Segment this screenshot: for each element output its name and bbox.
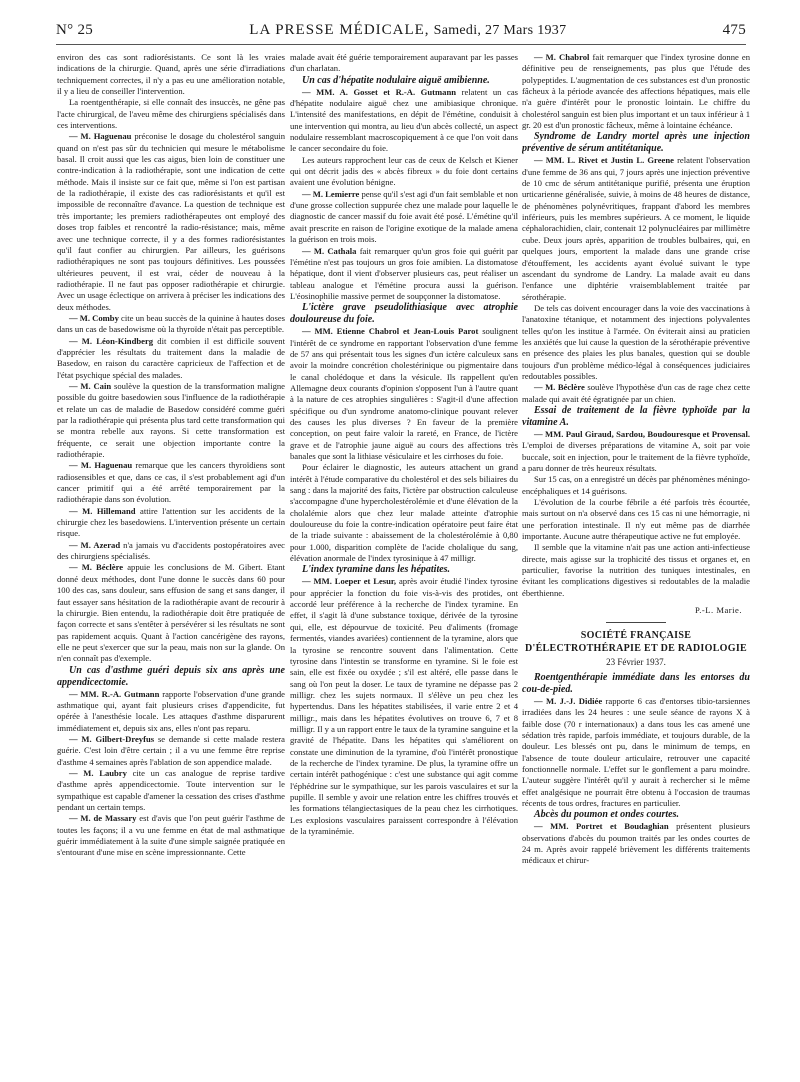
- paragraph: [57, 460, 285, 505]
- speaker-name: — M. Comby: [69, 312, 119, 323]
- paragraph: La roentgenthérapie, si elle connaît des insuccès, ne gêne pas l'acte chirurgical, de l'aveu même des chirurgiens spécialisés dans ces interventions.: [57, 97, 285, 131]
- paragraph: [57, 381, 285, 460]
- speaker-name: — MM. Portret et Boudaghian: [534, 821, 669, 832]
- paragraph: Sur 15 cas, on a enregistré un décès par phénomènes méningo-encéphaliques et 14 guérisons.: [522, 474, 750, 496]
- paragraph: [522, 429, 750, 474]
- page-header: [56, 22, 746, 45]
- paragraph: [57, 768, 285, 813]
- column-1: [57, 52, 285, 1062]
- paragraph-text: cite un beau succès de la quinine à hautes doses dans un cas de basedowisme où la thyroïde n'était pas perceptible.: [57, 312, 285, 335]
- paragraph: [522, 155, 750, 302]
- paragraph: Il semble que la vitamine n'ait pas une action anti-infectieuse directe, mais agisse sur la trophicité des tissus et organes et, en particulier, favorise la nutrition des tuniques intestinales, en évitant les complications digestives si redoutables de la maladie éberthienne.: [522, 542, 750, 598]
- paragraph: Les auteurs rapprochent leur cas de ceux de Kelsch et Kiener qui ont décrit jadis des « abcès fibreux » du foie dont certains avaient une évolution bénigne.: [290, 154, 518, 188]
- paragraph: [57, 689, 285, 734]
- speaker-name: — M. J.-J. Didiée: [534, 695, 603, 706]
- paragraph: [290, 326, 518, 462]
- paragraph-text: soulève l'hypothèse d'un cas de rage chez cette malade qui avait été égratignée par un chien.: [522, 382, 750, 404]
- section-divider: [606, 622, 666, 623]
- newspaper-title: LA PRESSE MÉDICALE,: [249, 22, 430, 38]
- paragraph: [57, 131, 285, 313]
- page-number: 475: [722, 22, 746, 38]
- paragraph: [57, 562, 285, 664]
- paragraph-text: soulignent l'intérêt de ce syndrome en rapportant l'observation d'une femme de 57 ans qui présentait tous les signes d'un ictère calculeux sans avoir la moindre concrétion cholestérinique ou pigmentaire dans le canal cholédoque et dans la vésicule. Ils rappellent qu'en Allemagne deux courants d'opinion s'opposent l'un à l'autre quant à la nature de ces atrophies singulières : S'agit-il d'une affection spécifique ou d'un syndrome anatomo-clinique pouvant relever des causes les plus diverses ? En faveur de la première conception, on peut faire valoir la rareté, en France, de l'ictère grave et de l'atrophie jaune aiguë au cours des affections très banales que sont la lithiase vésiculaire et les cirrhoses du foie.: [290, 326, 518, 461]
- speaker-name: — MM. Loeper et Lesur,: [302, 576, 397, 587]
- paragraph: malade avait été guérie temporairement auparavant par les passes d'un charlatan.: [290, 52, 518, 74]
- speaker-name: — M. Cain: [69, 380, 112, 391]
- paragraph-text: n'a jamais vu d'accidents postopératoires avec des chirurgiens spécialisés.: [57, 539, 285, 562]
- paragraph: Pour éclairer le diagnostic, les auteurs attachent un grand intérêt à l'étude comparative du cholestérol et des sels biliaires du sang : dans la majorité des faits, l'ictère par obstruction calculeuse s'accompagne d'une hypercholestérolémie et d'une élévation de la cholalémie alors que chez leur malade atteinte d'atrophie douloureuse du foie la contre-indication opératoire peut faire état de la triade suivante : abaissement de la cholestérolémie à 0,80 pour 1.000, disparition complète de l'acide cholalique du sang, élévation anormale de l'index tyrosinique à 47 milligr.: [290, 462, 518, 564]
- paragraph-text: pense qu'il s'est agi d'un fait semblable et non d'une grosse collection suppurée chez une malade pour laquelle le diagnostic de cancer massif du foie avait été posé. L'émétine qu'il avait prescrite en raison de l'origine exotique de la malade amena la guérison en trois mois.: [290, 188, 518, 245]
- speaker-name: — MM. R.-A. Gutmann: [69, 688, 160, 699]
- paragraph-text: préconise le dosage du cholestérol sanguin quand on n'est pas sûr du technicien qui mesure le métabolisme basal. Il croit aussi que les cas aigus, bien loin de constituer une contre-indication à la radiothérapie, sont une indication de cette méthode. Mais il insiste sur ce fait que, même si l'on est partisan de la radiothérapie, il existe des cas radiorésistants et qu'il est impossible de reconnaître d'avance. La question de technique est très importante; les premiers radiothérapeutes ont employé des doses trop faibles et rencontré la radio-résistance; mais, même avec une technique correcte, il y a des formes radiorésistantes qu'il faut confier au chirurgien. Par ailleurs, les guérisons radiothérapiques ne sont pas toujours définitives. Les poussées ultérieures peuvent, il est vrai, céder de nouveau à la radiothérapie. Il ne faut pas opposer radiothérapie et chirurgie. Avec un usage éclectique on arrivera à préciser les indications des deux méthodes.: [57, 131, 285, 312]
- issue-date: Samedi, 27 Mars 1937: [433, 23, 567, 38]
- paragraph-text: se demande si cette malade restera guérie. C'est loin d'être certain ; il a vu une femme être reprise d'asthme 4 semaines après l'ablation de son appendice malade.: [57, 733, 285, 767]
- paragraph: [290, 189, 518, 246]
- paragraph: [290, 246, 518, 303]
- speaker-name: — MM. L. Rivet et Justin L. Greene: [534, 155, 674, 166]
- speaker-name: — M. Haguenau: [69, 131, 132, 142]
- speaker-name: — M. Azerad: [69, 539, 121, 550]
- paragraph: [57, 540, 285, 563]
- paragraph: [522, 382, 750, 405]
- paragraph-text: rapporte l'observation d'une grande asthmatique qui, ayant fait plusieurs crises d'appendicite, fut opérée à l'anesthésie locale. Les attaques d'asthme disparurent immédiatement et, depuis six ans, elles n'ont pas reparu.: [57, 688, 285, 733]
- speaker-name: — M. Hillemand: [69, 505, 136, 516]
- paragraph: [522, 696, 750, 809]
- speaker-name: — M. Léon-Kindberg: [69, 335, 154, 346]
- paragraph-text: relatent l'observation d'une femme de 36 ans qui, 7 jours après une injection préventive de 10 cmc de sérum antitétanique purifié, présenta une éruption urticarienne généralisée, suivie, à moins de 48 heures de distance, de phénomènes polynévritiques, frappant d'abord les membres inférieurs, puis les membres supérieurs. A ce moment, le liquide céphalorachidien, clair, contenait 12 polynucléaires par millimètre cube. Deux jours après, apparition de troubles bulbaires, qui, en quelques jours, emportent la malade dans une grande crise d'étouffement, les accidents ayant évolué suivant le type ascendant du syndrome de Landry. La malade avait eu dans l'enfance une diphtérie vraisemblablement traitée par sérothérapie.: [522, 155, 750, 302]
- column-3: [522, 52, 750, 1062]
- speaker-name: — M. Haguenau: [69, 460, 133, 471]
- speaker-name: — MM. Paul Giraud, Sardou, Boudouresque et Provensal.: [534, 428, 750, 439]
- section-heading: L'index tyramine dans les hépatites.: [302, 564, 451, 576]
- speaker-name: — M. Lemierre: [302, 188, 360, 199]
- paragraph-text: soulève la question de la transformation maligne possible du goitre basedowien sous l'influence de la radiothérapie et relate un cas de maladie de Basedow considéré comme guéri par la radiothérapie qui présenta plus tard cette transformation qui se montra rebelle aux rayons. Si cette transformation est fréquente, ce serait une objection importante contre la radiothérapie.: [57, 380, 285, 460]
- paragraph-text: fait remarquer qu'un gros foie qui guérit par l'émétine n'est pas toujours un gros foie amibien. La distomatose hépatique, dont il vient d'observer plusieurs cas, peut réaliser un tableau analogue et l'émétine procura aussi la guérison. L'éosinophilie massive permet de soupçonner la distomatose.: [290, 245, 518, 301]
- paragraph-text: après avoir étudié l'index tyrosine pour apprécier la fonction du foie vis-à-vis des protides, ont accordé leur préférence à la recherche de l'index tyramine. En effet, il s'agit là d'une substance toxique, dérivée de la tyrosine qui, elle, est dépourvue de toxicité. Peu d'aliments (fromage fermentés, viandes avariées) contiennent de la tyramine, alors que la tyrosine se rencontre souvent dans l'alimentation. Cette tyrosine dans l'intestin se transforme en tyramine. Si le foie est sain, elle est fixée ou oxydée ; s'il est altéré, elle passe dans le sang où l'on peut la doser. Le taux de tyramine ne dépasse pas 2 milligr. chez les sujets normaux. Il s'élève un peu chez les hypertendus. Dans les hépatites stabilisées, il varie entre 2 et 4 milligr., mais dans les hépatites évolutives on trouve 6, 7 et 8 milligr. Il y a un rapport entre le taux de la tyramine sanguine et la gravité de l'hépatite. Dans les hépatites qui s'améliorent on constate une diminution de la tyramine, d'où l'intérêt pronostique de la recherche de l'index tyramine. De plus, la tyramine offre un certain intérêt pathogénique : c'est une substance qui agit comme l'éphédrine sur le sympathique, sur les parois vasculaires et sur la pupille. Il semble y avoir une relation entre les chiffres trouvés et les formations télangiectasiques de la peau chez les cirrhotiques. Les explosions vasculaires paraissent correspondre à l'élévation de la tyraminémie.: [290, 576, 518, 836]
- paragraph-text: relatent un cas d'hépatite nodulaire aiguë chez une amibiasique chronique. L'intensité des manifestations, en dépit de l'émétine, conduisit à une intervention qui montra, au lieu d'un abcès collecté, un aspect nodulaire ressemblant macroscopiquement à ce que l'on voit dans le cancer secondaire du foie.: [290, 86, 518, 154]
- author-signature: P.-L. Marie.: [694, 605, 742, 616]
- speaker-name: — MM. Etienne Chabrol et Jean-Louis Parot: [302, 326, 479, 337]
- paragraph-text: appuie les conclusions de M. Gibert. Etant donné deux méthodes, dont l'une donne le succès dans 60 pour 100 des cas, sans douleur, sans effusion de sang et sans danger, il faut essayer sans hésitation de la radiothérapie avant de recourir à la chirurgie. Bien entendu, la radiothérapie doit être pratiquée de façon correcte et sans s'entêter à persévérer si les résultats ne sont pas rapidement acquis. Quant à l'action cancérigène des rayons, elle ne peut s'exercer que sur la peau, mais non sur la glande. On n'en connaît pas d'exemple.: [57, 562, 285, 664]
- speaker-name: — M. Béclère: [69, 562, 124, 573]
- column-2: [290, 52, 518, 1062]
- paragraph: [290, 576, 518, 837]
- speaker-name: — M. Laubry: [69, 767, 127, 778]
- paragraph: environ des cas sont radiorésistants. Ce sont là les vraies indications de la chirurgie. Quand, après une série d'irradiations techniquement correctes, il n'y a pas eu une amélioration notable, il y a lieu de conseiller l'intervention.: [57, 52, 285, 97]
- paragraph: [57, 313, 285, 336]
- paragraph-text: dit combien il est difficile souvent d'apprécier les résultats du traitement dans la maladie de Basedow, en raison du caractère capricieux de l'affection et de l'état psychique spécial des malades.: [57, 335, 285, 380]
- section-heading: Un cas d'asthme guéri depuis six ans après une appendicectomie.: [57, 664, 285, 688]
- paragraph: L'évolution de la courbe fébrile a été parfois très écourtée, mais surtout on n'a observé dans ces 15 cas ni une hémorragie, ni une perforation intestinale. Il n'y eut même pas de diarrhée importante. Aucune autre thérapeutique active ne fut employée.: [522, 497, 750, 542]
- masthead: [93, 22, 723, 39]
- section-heading: Syndrome de Landry mortel après une injection préventive de sérum antitétanique.: [522, 131, 750, 155]
- section-heading: Essai de traitement de la fièvre typhoïde par la vitamine A.: [522, 404, 750, 428]
- speaker-name: — M. Cathala: [302, 245, 357, 256]
- paragraph: [57, 813, 285, 858]
- section-heading: Abcès du poumon et ondes courtes.: [534, 809, 680, 821]
- section-heading: Un cas d'hépatite nodulaire aiguë amibienne.: [302, 74, 490, 86]
- paragraph-text: est d'avis que l'on peut guérir l'asthme de toutes les façons; il a vu une femme en état de mal asthmatique guérir immédiatement à la suite d'une simple saignée pratiquée en s'entourant d'une mise en scène impressionnante. Cette: [57, 813, 285, 858]
- society-title-line-2: D'ÉLECTROTHÉRAPIE ET DE RADIOLOGIE: [524, 643, 747, 655]
- section-heading: L'ictère grave pseudolithiasique avec atrophie douloureuse du foie.: [290, 302, 518, 326]
- paragraph-text: cite un cas analogue de reprise tardive d'asthme après appendicectomie. Toute intervention sur le sympathique est capable d'amener la cessation des crises d'asthme pendant un certain temps.: [57, 767, 285, 812]
- paragraph: De tels cas doivent encourager dans la voie des vaccinations à l'anatoxine tétanique, et notamment des injections polyvalentes telles qu'on les institue à l'armée. On éviterait ainsi au praticien les anxiétés que lui cause la question de la sérothérapie préventive en présence des plaies les plus banales, question qui se double toujours d'un problème médico-légal à conséquences judiciaires redoutables possibles.: [522, 302, 750, 381]
- paragraph-text: présentent plusieurs observations d'abcès du poumon traités par les ondes courtes de 24 m. Après avoir rappelé brièvement les différents traitements médicaux et chirur-: [522, 821, 750, 866]
- paragraph-text: attire l'attention sur les accidents de la chirurgie chez les basedowiens. L'intervention présente un certain risque.: [57, 505, 285, 539]
- paragraph-text: L'emploi de diverses préparations de vitamine A, soit par voie buccale, soit en injection, pour le traitement de la fièvre typhoïde, a paru donner de très heureux résultats.: [522, 440, 750, 473]
- paragraph: [57, 506, 285, 540]
- paragraph-text: fait remarquer que l'index tyrosine donne en définitive peu de renseignements, pas plus que l'étude des polypeptides. L'augmentation de ces substances est d'un pronostic fâcheux à la période avancée des affections hépatiques, mais elle n'a guère d'intérêt pour le pronostic lointain. Le chiffre du cholestérol sanguin est bien plus important et un taux inférieur à 1 gr. 20 est d'un pronostic fâcheux, même à lointaine échéance.: [522, 52, 750, 131]
- speaker-name: — M. de Massary: [69, 813, 137, 824]
- paragraph: [522, 821, 750, 866]
- paragraph: [57, 336, 285, 381]
- speaker-name: — M. Gilbert-Dreyfus: [69, 733, 155, 744]
- paragraph: [522, 52, 750, 131]
- paragraph-text: remarque que les cancers thyroïdiens sont radiosensibles et que, dans ce cas, il s'est probablement agi d'un cancer primitif qui a été arrêté temporairement par la radiothérapie dans son évolution.: [57, 460, 285, 505]
- society-title-line-1: SOCIÉTÉ FRANÇAISE: [580, 630, 692, 642]
- speaker-name: — MM. A. Gosset et R.-A. Gutmann: [302, 86, 457, 97]
- speaker-name: — M. Béclère: [534, 382, 585, 393]
- issue-number: N° 25: [56, 22, 94, 38]
- speaker-name: — M. Chabrol: [534, 52, 590, 62]
- paragraph: [57, 734, 285, 768]
- paragraph-text: rapporte 6 cas d'entorses tibio-tarsiennes irradiées dans les 24 heures : une seule séance de rayons X à faible dose (70 r internationaux) a dans tous les cas amené une sédation très rapide, parfois immédiate, et toujours durable, de la douleur. Les blessés ont pu, dans le minimum de temps, en l'absence de toute douleur articulaire, retrouver une capacité fonctionnelle normale. L'effet sur le gonflement a paru moindre. L'auteur suggère l'intérêt qu'il y aurait à rechercher si le même effet analgésique ne pourrait être obtenu à l'occasion de traumas récents de tous ordres, fractures en particulier.: [522, 695, 750, 808]
- paragraph: [290, 87, 518, 155]
- session-date: 23 Février 1937.: [606, 657, 666, 668]
- section-heading: Roentgenthérapie immédiate dans les entorses du cou-de-pied.: [522, 671, 750, 695]
